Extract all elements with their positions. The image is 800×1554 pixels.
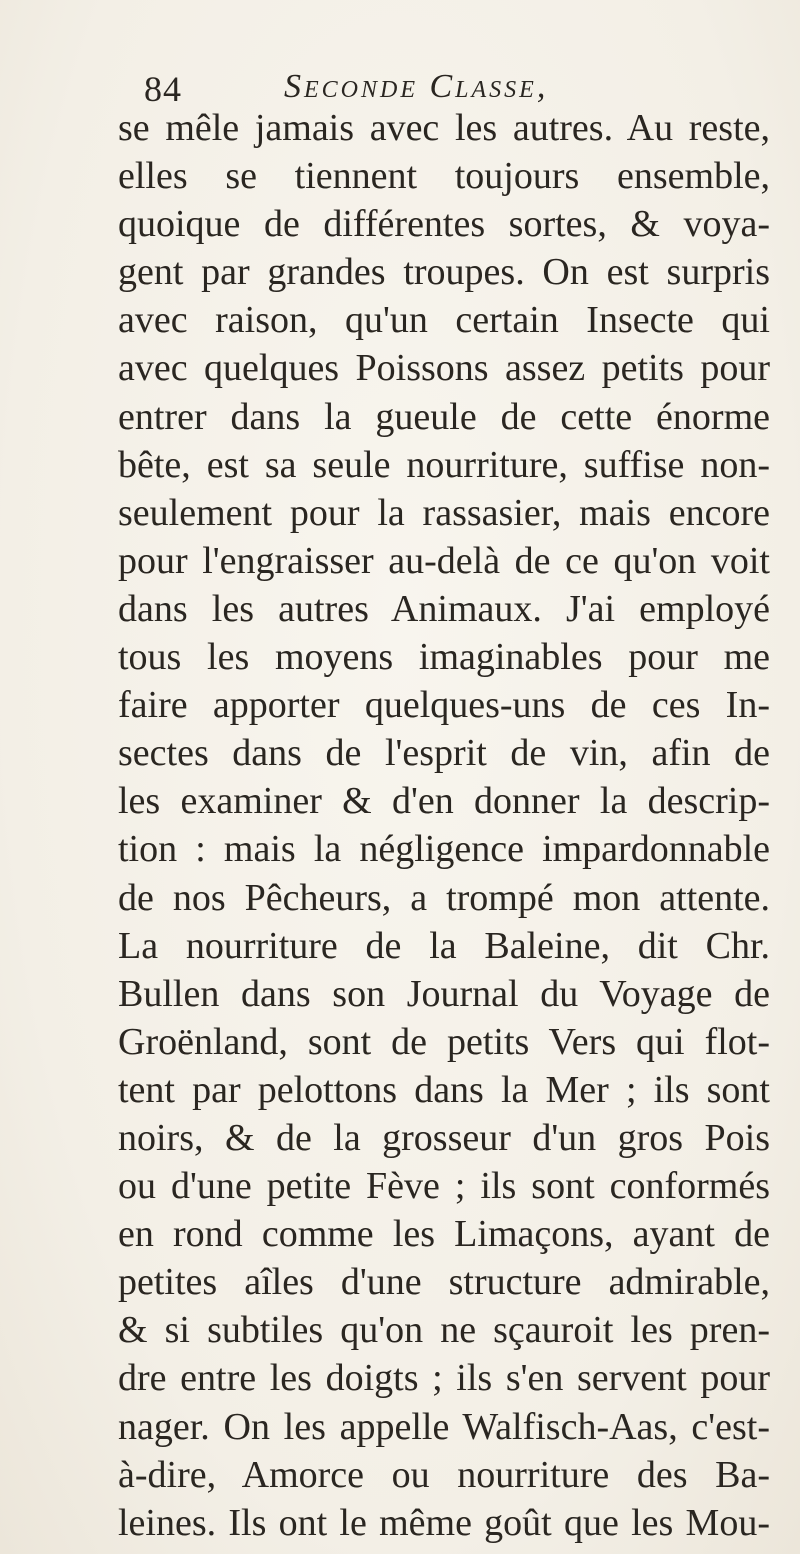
text-line: quoique de différentes sortes, & voya- bbox=[118, 203, 770, 246]
text-line: Bullen dans son Journal du Voyage de bbox=[118, 972, 770, 1015]
text-line: Groënland, sont de petits Vers qui flot- bbox=[118, 1020, 770, 1063]
text-line: nager. On les appelle Walfisch-Aas, c'est- bbox=[118, 1405, 770, 1448]
text-line: pour l'engraisser au-delà de ce qu'on voit bbox=[118, 539, 770, 582]
text-line: La nourriture de la Baleine, dit Chr. bbox=[118, 924, 770, 967]
text-line: petites aîles d'une structure admirable, bbox=[118, 1261, 770, 1304]
text-line: entrer dans la gueule de cette énorme bbox=[118, 395, 770, 438]
text-line: tous les moyens imaginables pour me bbox=[118, 636, 770, 679]
text-line: avec raison, qu'un certain Insecte qui bbox=[118, 299, 770, 342]
text-line: à-dire, Amorce ou nourriture des Ba- bbox=[118, 1453, 770, 1496]
text-line: tion : mais la négligence impardonnable bbox=[118, 828, 770, 871]
text-line: dans les autres Animaux. J'ai employé bbox=[118, 587, 770, 630]
text-line: dre entre les doigts ; ils s'en servent pour bbox=[118, 1357, 770, 1400]
text-line: avec quelques Poissons assez petits pour bbox=[118, 347, 770, 390]
text-line: elles se tiennent toujours ensemble, bbox=[118, 155, 770, 198]
text-line: ou d'une petite Fève ; ils sont conformés bbox=[118, 1165, 770, 1208]
text-line: tent par pelottons dans la Mer ; ils sont bbox=[118, 1068, 770, 1111]
text-line: se mêle jamais avec les autres. Au reste, bbox=[118, 107, 770, 149]
text-line: faire apporter quelques-uns de ces In- bbox=[118, 684, 770, 727]
body-text bbox=[118, 104, 770, 1547]
text-line: bête, est sa seule nourriture, suffise non- bbox=[118, 443, 770, 486]
text-line: de nos Pêcheurs, a trompé mon attente. bbox=[118, 876, 770, 919]
text-line: seulement pour la rassasier, mais encore bbox=[118, 491, 770, 534]
running-title: Seconde Classe, bbox=[284, 68, 549, 105]
page-number: 84 bbox=[144, 69, 182, 109]
text-line: noirs, & de la grosseur d'un gros Pois bbox=[118, 1116, 770, 1159]
text-line: en rond comme les Limaçons, ayant de bbox=[118, 1213, 770, 1256]
text-line: leines. Ils ont le même goût que les Mou- bbox=[118, 1501, 770, 1544]
text-line: gent par grandes troupes. On est surpris bbox=[118, 251, 770, 294]
text-line: sectes dans de l'esprit de vin, afin de bbox=[118, 732, 770, 775]
text-line: les examiner & d'en donner la descrip- bbox=[118, 780, 770, 823]
text-line: & si subtiles qu'on ne sçauroit les pren- bbox=[118, 1309, 770, 1352]
